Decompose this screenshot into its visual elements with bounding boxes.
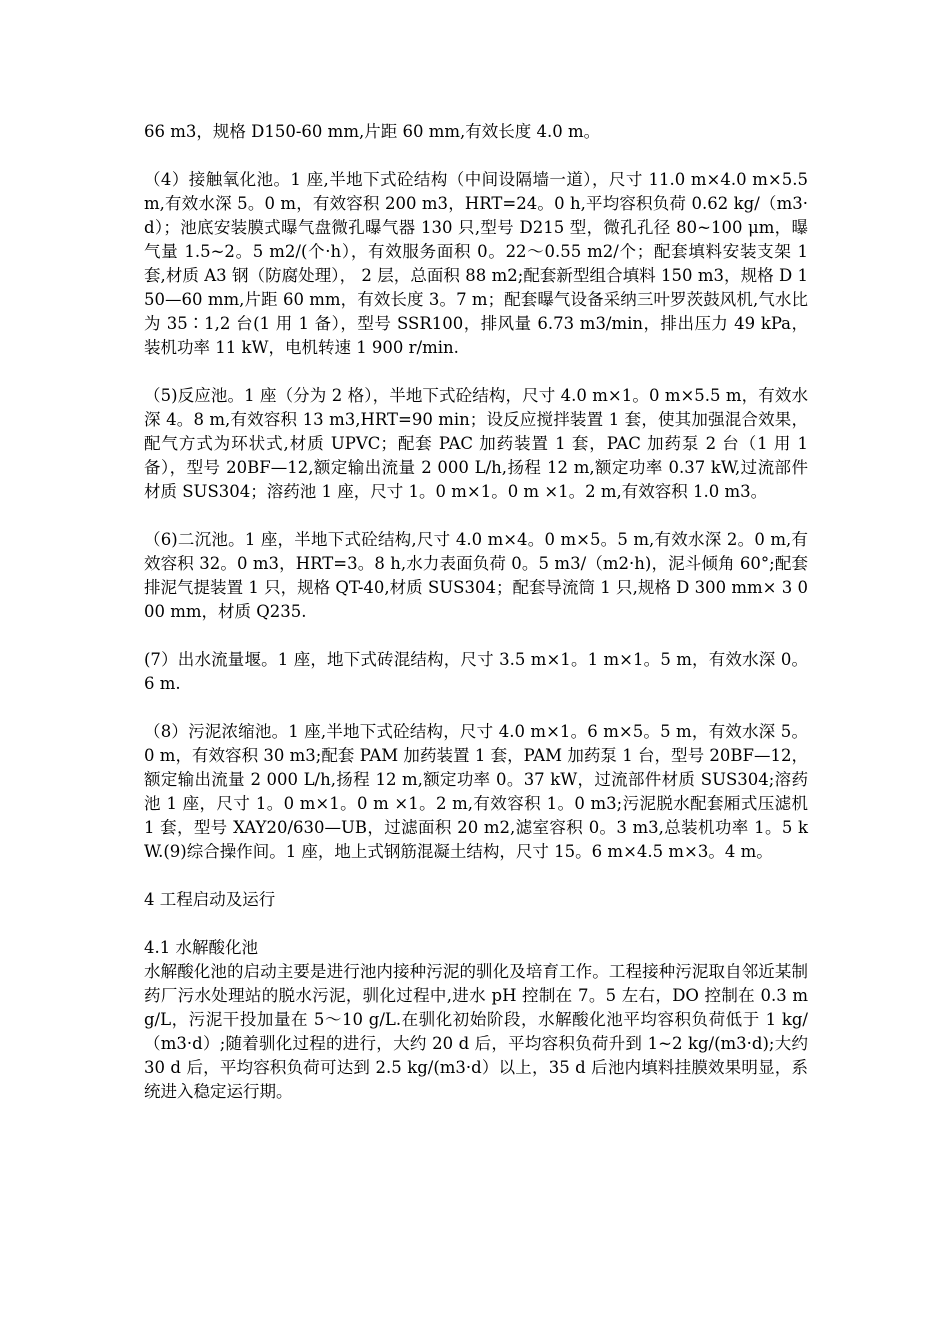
paragraph-outlet-weir: (7）出水流量堰。1 座，地下式砖混结构，尺寸 3.5 m×1。1 m×1。5 m，有效水深 0。6 m.: [144, 650, 808, 693]
document-body: [144, 120, 808, 1104]
paragraph-packing-spec: 66 m3，规格 D150-60 mm,片距 60 mm,有效长度 4.0 m。: [144, 122, 601, 141]
paragraph-reaction-tank: （5)反应池。1 座（分为 2 格），半地下式砼结构，尺寸 4.0 m×1。0 m×5.5 m，有效水深 4。8 m,有效容积 13 m3,HRT=90 min；设反应搅拌装置 1 套，使其加强混合效果，配气方式为环状式,材质 UPVC；配套 PAC 加药装置 1 套，PAC 加药泵 2 台（1 用 1 备），型号 20BF—12,额定输出流量 2 000 L/h,扬程 12 m,额定功率 0.37 kW,过流部件材质 SUS304；溶药池 1 座，尺寸 1。0 m×1。0 m ×1。2 m,有效容积 1.0 m3。: [144, 386, 808, 501]
paragraph-sludge-thickener: （8）污泥浓缩池。1 座,半地下式砼结构，尺寸 4.0 m×1。6 m×5。5 m，有效水深 5。0 m，有效容积 30 m3;配套 PAM 加药装置 1 套，PAM 加药泵 1 台，型号 20BF—12，额定输出流量 2 000 L/h,扬程 12 m,额定功率 0。37 kW，过流部件材质 SUS304;溶药池 1 座，尺寸 1。0 m×1。0 m ×1。2 m,有效容积 1。0 m3;污泥脱水配套厢式压滤机 1 套，型号 XAY20/630—UB，过滤面积 20 m2,滤室容积 0。3 m3,总装机功率 1。5 kW.(9)综合操作间。1 座，地上式钢筋混凝土结构，尺寸 15。6 m×4.5 m×3。4 m。: [144, 722, 808, 861]
section-heading: 4 工程启动及运行: [144, 890, 276, 909]
paragraph-hydrolysis-startup: 水解酸化池的启动主要是进行池内接种污泥的驯化及培育工作。工程接种污泥取自邻近某制药厂污水处理站的脱水污泥，驯化过程中,进水 pH 控制在 7。5 左右，DO 控制在 0.3 mg/L，污泥干投加量在 5～10 g/L.在驯化初始阶段，水解酸化池平均容积负荷低于 1 kg/（m3·d）;随着驯化过程的进行，大约 20 d 后，平均容积负荷升到 1~2 kg/(m3·d);大约 30 d 后，平均容积负荷可达到 2.5 kg/(m3·d）以上，35 d 后池内填料挂膜效果明显，系统进入稳定运行期。: [144, 962, 808, 1101]
subsection-heading: 4.1 水解酸化池: [144, 938, 258, 957]
paragraph-contact-oxidation-tank: （4）接触氧化池。1 座,半地下式砼结构（中间设隔墙一道），尺寸 11.0 m×4.0 m×5.5 m,有效水深 5。0 m，有效容积 200 m3，HRT=24。0 h,平均容积负荷 0.62 kg/（m3·d）；池底安装膜式曝气盘微孔曝气器 130 只,型号 D215 型，微孔孔径 80~100 μm，曝气量 1.5~2。5 m2/(个·h），有效服务面积 0。22～0.55 m2/个；配套填料安装支架 1 套,材质 A3 钢（防腐处理）， 2 层，总面积 88 m2;配套新型组合填料 150 m3，规格 D 150—60 mm,片距 60 mm，有效长度 3。7 m；配套曝气设备采纳三叶罗茨鼓风机,气水比为 35∶1,2 台(1 用 1 备），型号 SSR100，排风量 6.73 m3/min，排出压力 49 kPa，装机功率 11 kW，电机转速 1 900 r/min.: [144, 170, 808, 357]
paragraph-secondary-settling-tank: （6)二沉池。1 座，半地下式砼结构,尺寸 4.0 m×4。0 m×5。5 m,有效水深 2。0 m,有效容积 32。0 m3，HRT=3。8 h,水力表面负荷 0。5 m3/（m2·h)，泥斗倾角 60°;配套排泥气提装置 1 只，规格 QT-40,材质 SUS304；配套导流筒 1 只,规格 D 300 mm× 3 000 mm，材质 Q235.: [144, 530, 808, 621]
